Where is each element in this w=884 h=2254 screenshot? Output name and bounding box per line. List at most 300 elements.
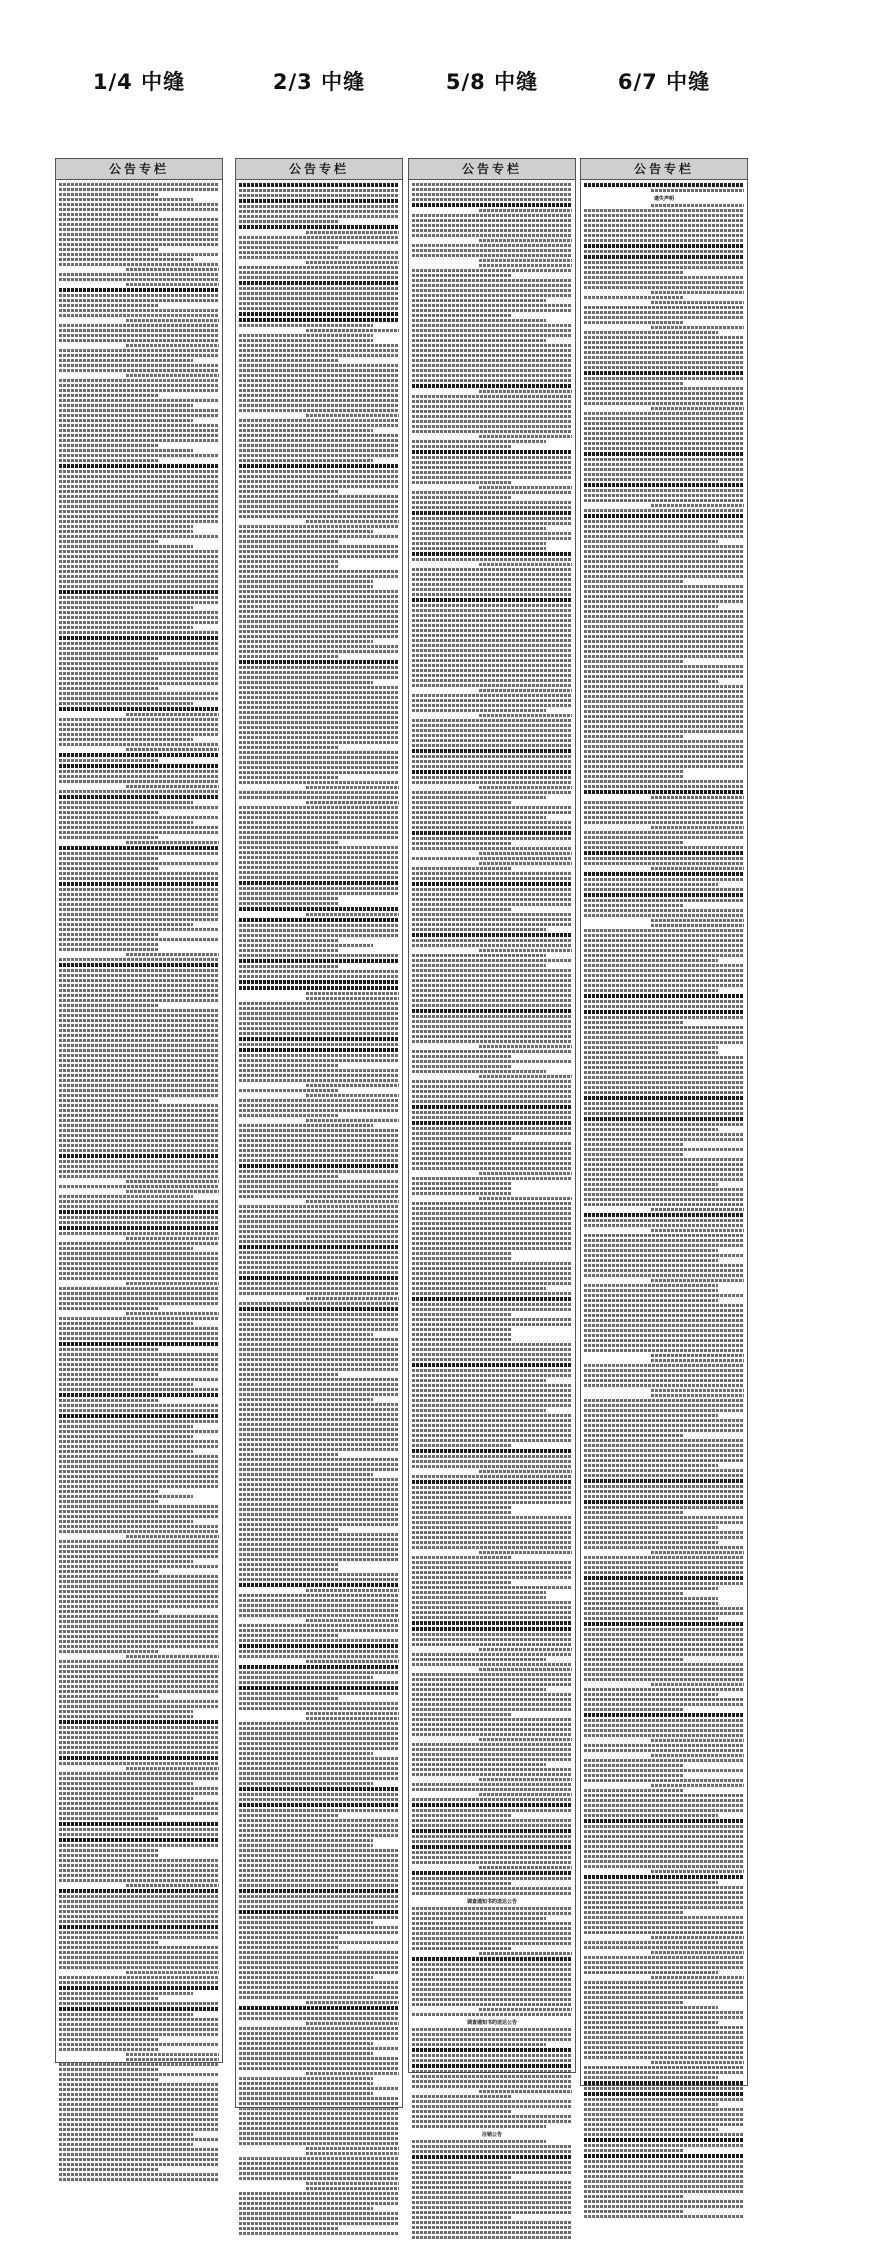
notice-text-line <box>59 958 219 961</box>
notice-text-line <box>239 2142 399 2145</box>
notice-text-line <box>412 1611 572 1614</box>
notice-text-line <box>584 695 744 698</box>
notice-text-line <box>239 1614 399 1617</box>
notice-text-line <box>59 1019 219 1022</box>
notice-text-line <box>412 1809 572 1812</box>
notice-text-line <box>584 1066 744 1069</box>
notice-text-line <box>59 1910 219 1913</box>
notice-text-line <box>412 1501 572 1504</box>
notice-text-line <box>59 1802 219 1805</box>
notice-text-line <box>59 1610 158 1613</box>
notice-text-line <box>412 1556 511 1559</box>
notice-text-line <box>412 1907 572 1910</box>
notice-text-line <box>412 2186 572 2189</box>
notice-text-line <box>412 2161 572 2164</box>
notice-text-line <box>59 1221 219 1224</box>
notice-text-line <box>412 400 572 403</box>
notice-text-line <box>412 1627 572 1631</box>
notice-text-line <box>584 1264 744 1267</box>
notice-text-line <box>59 1620 219 1623</box>
notice-text-line <box>239 1185 399 1188</box>
notice-text-line <box>239 1523 399 1526</box>
notice-text-line <box>412 1439 572 1442</box>
notice-text-line <box>239 1230 399 1233</box>
notice-text-line <box>239 215 399 218</box>
notice-text-line <box>239 302 399 305</box>
notice-text-line <box>59 2063 219 2066</box>
notice-text-line <box>412 749 572 753</box>
notice-text-line <box>59 1545 219 1548</box>
notice-text-line <box>584 1799 744 1802</box>
notice-text-line <box>239 1215 399 1218</box>
notice-text-line <box>59 590 219 594</box>
notice-text-line <box>584 1901 744 1904</box>
notice-text-line <box>412 1988 572 1991</box>
notice-text-line <box>584 1607 744 1610</box>
notice-text-line <box>59 429 219 432</box>
notice-text-line <box>59 1114 219 1117</box>
notice-text-line <box>584 934 744 937</box>
notice-text-line <box>239 354 399 357</box>
notice-text-line <box>412 664 572 667</box>
notice-text-line <box>59 1986 219 1990</box>
notice-text-line <box>239 1834 399 1837</box>
notice-text-line <box>59 903 219 906</box>
notice-text-line <box>239 2027 399 2030</box>
notice-text-line <box>584 1966 744 1969</box>
notice-text-line <box>239 1378 399 1381</box>
notice-text-line <box>412 1658 546 1661</box>
notice-text-line <box>412 1247 572 1250</box>
notice-text-line <box>239 560 338 563</box>
notice-text-line <box>239 1884 399 1887</box>
notice-text-line <box>584 1759 744 1762</box>
notice-text-line <box>412 679 572 682</box>
notice-text-line <box>584 660 683 663</box>
notice-text-line <box>479 2090 572 2093</box>
notice-text-line <box>584 550 744 553</box>
notice-text-line <box>584 710 744 713</box>
notice-text-line <box>59 464 219 468</box>
notice-text-line <box>412 699 572 702</box>
notice-text-line <box>59 414 219 417</box>
notice-text-line <box>412 1851 572 1854</box>
notice-text-line <box>412 1753 572 1756</box>
notice-text-line <box>412 1845 572 1849</box>
notice-text-line <box>59 555 219 558</box>
notice-text-line <box>239 205 399 208</box>
notice-text-line <box>584 1622 744 1626</box>
notice-text-line <box>239 866 399 869</box>
notice-text-line <box>412 384 572 388</box>
notice-text-line <box>584 1713 744 1717</box>
notice-text-line <box>412 999 572 1002</box>
notice-text-line <box>412 674 572 677</box>
notice-text-line <box>584 1511 683 1514</box>
notice-text-line <box>239 241 399 244</box>
notice-text-line <box>239 276 399 279</box>
notice-text-line <box>59 1277 219 1280</box>
notice-text-line <box>584 1804 744 1807</box>
notice-text-line <box>59 454 219 457</box>
notice-text-line <box>239 1282 399 1285</box>
notice-text-line <box>412 1591 546 1594</box>
notice-text-line <box>584 1178 744 1181</box>
notice-text-line <box>239 610 399 613</box>
notice-text-line <box>412 501 572 504</box>
notice-text-line <box>584 1678 744 1681</box>
notice-text-line <box>584 939 744 942</box>
notice-text-line <box>126 2058 219 2061</box>
notice-text-line <box>59 515 219 518</box>
notice-text-line <box>584 255 744 259</box>
notice-text-line <box>239 796 399 799</box>
notice-text-line <box>59 1059 219 1062</box>
notice-text-line <box>584 1249 718 1252</box>
notice-text-line <box>584 442 744 445</box>
notice-text-line <box>584 680 718 683</box>
notice-sub-heading: 注销公告 <box>481 2132 502 2138</box>
notice-text-line <box>584 964 744 967</box>
notice-text-line <box>584 2066 744 2069</box>
notice-text-line <box>412 1937 572 1940</box>
notice-text-line <box>584 483 744 487</box>
notice-text-line <box>412 791 572 794</box>
notice-text-line <box>239 1393 399 1396</box>
notice-text-line <box>59 2133 193 2136</box>
notice-text-line <box>412 1015 572 1018</box>
notice-text-line <box>59 459 158 462</box>
notice-text-line <box>239 1609 399 1612</box>
notice-text-line <box>59 1014 219 1017</box>
notice-text-line <box>59 1307 158 1310</box>
notice-text-line <box>412 203 572 207</box>
notice-text-line <box>584 893 744 897</box>
notice-text-line <box>651 1389 744 1392</box>
notice-text-line <box>239 379 399 382</box>
notice-text-line <box>239 1986 399 1989</box>
notice-text-line <box>651 1739 744 1742</box>
notice-text-line <box>412 1703 572 1706</box>
notice-text-line <box>584 770 683 773</box>
notice-text-line <box>59 775 219 778</box>
notice-text-line <box>59 213 158 216</box>
column-2-3 <box>235 0 403 2108</box>
notice-text-line <box>239 1839 373 1842</box>
notice-text-line <box>239 1348 399 1351</box>
notice-text-line <box>59 1500 158 1503</box>
notice-text-line <box>412 1947 511 1950</box>
notice-text-line <box>584 2036 744 2039</box>
notice-text-line <box>239 339 373 342</box>
notice-text-line <box>412 2110 511 2113</box>
notice-text-line <box>412 918 572 921</box>
notice-text-line <box>584 1764 683 1767</box>
notice-text-line <box>59 1936 219 1939</box>
notice-text-line <box>239 2037 399 2040</box>
notice-text-line <box>306 2147 399 2150</box>
notice-text-line <box>59 1049 219 1052</box>
notice-text-line <box>584 1016 744 1019</box>
notice-text-line <box>59 702 193 705</box>
notice-text-line <box>59 1792 219 1795</box>
notice-text-line <box>651 1394 744 1397</box>
notice-text-line <box>651 1229 744 1232</box>
notice-text-line <box>412 440 546 443</box>
notice-text-line <box>239 2127 399 2130</box>
notice-text-line <box>59 631 219 634</box>
notice-text-line <box>59 821 193 824</box>
notice-text-line <box>584 1809 744 1812</box>
notice-text-line <box>239 1936 338 1939</box>
notice-text-line <box>239 419 399 422</box>
notice-text-line <box>412 445 511 448</box>
notice-text-line <box>59 963 219 967</box>
notice-text-line <box>584 735 683 738</box>
notice-text-line <box>59 923 193 926</box>
notice-text-line <box>59 444 158 447</box>
notice-text-line <box>59 1635 219 1638</box>
notice-text-line <box>584 1479 744 1483</box>
notice-text-line <box>412 1272 572 1275</box>
notice-text-line <box>59 2118 219 2121</box>
notice-text-line <box>584 1845 744 1848</box>
notice-text-line <box>59 677 219 680</box>
notice-text-line <box>584 224 744 227</box>
notice-text-line <box>584 1774 683 1777</box>
notice-text-line <box>651 1754 744 1757</box>
notice-text-line <box>479 1045 572 1048</box>
notice-text-line <box>584 2165 744 2168</box>
notice-text-line <box>412 309 572 312</box>
notice-text-line <box>584 1825 744 1828</box>
notice-text-line <box>239 1002 399 1005</box>
notice-text-line <box>239 907 399 911</box>
notice-text-line <box>239 246 338 249</box>
notice-panel <box>55 158 223 2063</box>
notice-text-line <box>584 872 744 876</box>
notice-text-line <box>59 697 219 700</box>
notice-text-line <box>412 1399 572 1402</box>
notice-text-line <box>59 857 158 860</box>
notice-text-line <box>59 1139 219 1142</box>
notice-text-line <box>584 944 744 947</box>
notice-text-line <box>412 1394 572 1397</box>
notice-text-line <box>584 730 744 733</box>
notice-text-line <box>306 1084 399 1087</box>
notice-text-line <box>239 550 399 553</box>
notice-text-line <box>584 959 718 962</box>
notice-text-line <box>584 740 744 743</box>
notice-text-line <box>59 2113 219 2116</box>
notice-text-line <box>59 1510 219 1513</box>
notice-text-line <box>412 1877 572 1880</box>
notice-text-line <box>59 1409 219 1412</box>
notice-text-line <box>412 598 572 602</box>
notice-text-line <box>239 595 399 598</box>
notice-text-line <box>239 2082 373 2085</box>
notice-text-line <box>239 312 399 316</box>
notice-text-line <box>59 560 219 563</box>
notice-text-line <box>584 183 744 187</box>
notice-text-line <box>412 1713 511 1716</box>
notice-text-line <box>59 510 219 513</box>
notice-text-line <box>584 1693 718 1696</box>
notice-text-line <box>59 575 219 578</box>
notice-text-line <box>59 852 219 855</box>
notice-text-line <box>239 1767 399 1770</box>
notice-text-line <box>59 1099 158 1102</box>
notice-text-line <box>584 1648 744 1651</box>
notice-text-line <box>584 1850 744 1853</box>
notice-text-line <box>651 2061 744 2064</box>
notice-text-line <box>239 731 399 734</box>
notice-text-line <box>584 1643 744 1646</box>
notice-text-line <box>239 1205 399 1208</box>
notice-text-line <box>412 1819 572 1822</box>
notice-text-line <box>59 1660 219 1663</box>
notice-text-line <box>59 816 219 819</box>
notice-text-line <box>239 199 399 203</box>
notice-text-line <box>584 1946 744 1949</box>
notice-text-line <box>412 1100 572 1103</box>
notice-text-line <box>59 1455 219 1458</box>
notice-text-line <box>239 1225 399 1228</box>
notice-text-line <box>239 2207 373 2210</box>
notice-text-line <box>584 1835 744 1838</box>
notice-text-line <box>239 1104 399 1107</box>
notice-text-line <box>651 301 744 304</box>
notice-text-line <box>239 1976 373 1979</box>
notice-text-line <box>239 1313 399 1316</box>
notice-text-line <box>412 1297 572 1301</box>
notice-text-line <box>412 1132 572 1135</box>
notice-text-line <box>412 552 572 556</box>
notice-text-line <box>412 1973 572 1976</box>
notice-text-line <box>59 324 219 327</box>
notice-text-line <box>584 974 744 977</box>
notice-text-line <box>239 2087 399 2090</box>
notice-text-line <box>239 1981 399 1984</box>
notice-text-line <box>239 1874 399 1877</box>
notice-text-line <box>412 461 572 464</box>
notice-text-line <box>412 867 511 870</box>
notice-text-line <box>59 1951 219 1954</box>
notice-text-line <box>239 1737 399 1740</box>
notice-text-line <box>584 1123 744 1126</box>
notice-text-line <box>239 681 373 684</box>
notice-text-line <box>584 1931 744 1934</box>
notice-text-line <box>412 1922 572 1925</box>
notice-text-line <box>412 1318 572 1321</box>
notice-text-line <box>59 2013 193 2016</box>
notice-text-line <box>239 525 399 528</box>
notice-text-line <box>59 831 219 834</box>
notice-text-line <box>479 1668 572 1671</box>
notice-text-line <box>584 473 744 476</box>
notice-text-line <box>59 570 219 573</box>
notice-text-line <box>239 2222 399 2225</box>
notice-text-line <box>412 1414 572 1417</box>
notice-text-line <box>59 1119 219 1122</box>
notice-text-line <box>584 590 744 593</box>
notice-text-line <box>584 1419 744 1422</box>
notice-text-line <box>412 811 572 814</box>
notice-text-line <box>584 1881 718 1884</box>
notice-text-line <box>412 1993 572 1996</box>
notice-text-line <box>584 1886 744 1889</box>
notice-text-line <box>584 2041 744 2044</box>
notice-text-line <box>239 404 399 407</box>
notice-text-line <box>584 1698 744 1701</box>
notice-text-line <box>412 1835 572 1838</box>
notice-text-line <box>59 969 219 972</box>
notice-text-line <box>584 1213 744 1217</box>
notice-text-line <box>59 1595 219 1598</box>
notice-text-line <box>59 495 219 498</box>
notice-text-line <box>584 670 744 673</box>
notice-text-line <box>59 354 219 357</box>
notice-text-line <box>59 1378 219 1381</box>
notice-text-line <box>412 684 572 687</box>
notice-text-line <box>239 1037 399 1041</box>
notice-text-line <box>584 1404 744 1407</box>
notice-text-line <box>59 718 219 721</box>
notice-text-line <box>584 1729 744 1732</box>
notice-text-line <box>584 1444 744 1447</box>
notice-text-line <box>412 1267 572 1270</box>
notice-text-line <box>412 994 572 997</box>
notice-text-line <box>412 1773 572 1776</box>
notice-text-line <box>412 188 572 191</box>
notice-text-line <box>412 1070 546 1073</box>
notice-text-line <box>412 649 572 652</box>
notice-text-line <box>59 611 219 614</box>
notice-text-line <box>412 1338 511 1341</box>
notice-panel <box>408 158 576 2138</box>
notice-text-line <box>59 1530 219 1533</box>
notice-text-line <box>239 1079 399 1082</box>
notice-text-line <box>59 1630 219 1633</box>
notice-text-line <box>584 1158 744 1161</box>
notice-text-line <box>239 2232 399 2235</box>
notice-text-line <box>239 1124 373 1127</box>
notice-text-line <box>239 806 399 809</box>
notice-text-line <box>412 831 572 835</box>
notice-text-line <box>412 1157 572 1160</box>
notice-text-line <box>584 266 744 269</box>
notice-text-line <box>584 1329 744 1332</box>
notice-text-line <box>239 1844 373 1847</box>
notice-text-line <box>239 1271 399 1274</box>
notice-text-line <box>412 476 572 479</box>
notice-text-line <box>59 1849 158 1852</box>
notice-text-line <box>479 486 572 489</box>
notice-text-line <box>412 1531 572 1534</box>
notice-text-line <box>239 1916 399 1919</box>
notice-text-line <box>584 417 744 420</box>
notice-text-line <box>59 1905 219 1908</box>
notice-text-line <box>412 244 572 247</box>
notice-text-line <box>239 1012 399 1015</box>
notice-text-line <box>239 439 399 442</box>
notice-text-line <box>59 636 219 640</box>
notice-text-line <box>239 954 399 957</box>
notice-text-line <box>584 1334 744 1337</box>
notice-text-line <box>412 2080 572 2083</box>
notice-text-line <box>584 2087 744 2090</box>
notice-text-line <box>584 2205 744 2208</box>
